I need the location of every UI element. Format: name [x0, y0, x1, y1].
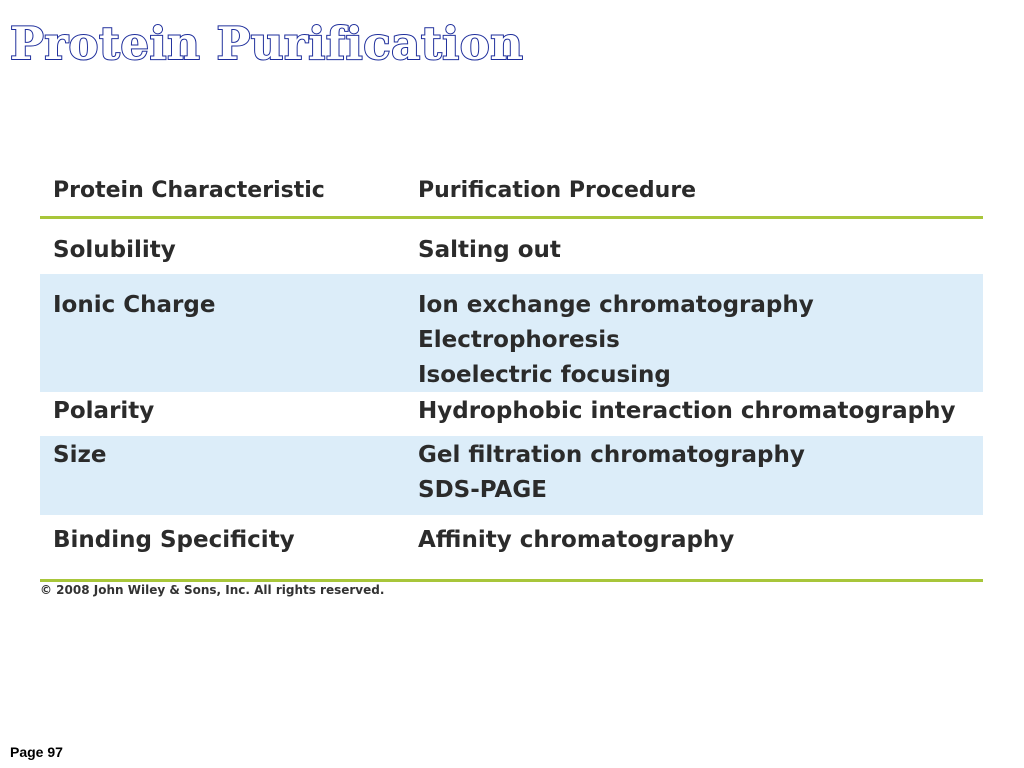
procedure-cell — [416, 288, 983, 386]
header-procedure: Purification Procedure — [418, 177, 697, 203]
procedure-cell — [416, 523, 983, 567]
procedure-item: Salting out — [418, 237, 561, 263]
characteristic-cell: Binding Specificity — [53, 527, 295, 553]
procedure-item: Hydrophobic interaction chromatography — [418, 398, 956, 424]
purification-table — [40, 164, 983, 582]
table-row — [40, 274, 983, 392]
characteristic-cell: Ionic Charge — [53, 292, 216, 318]
table-row — [40, 515, 983, 573]
table-row — [40, 436, 983, 515]
procedure-item: Gel filtration chromatography — [418, 442, 805, 468]
characteristic-cell: Solubility — [53, 237, 176, 263]
page-number: Page 97 — [10, 744, 63, 760]
procedure-cell — [416, 394, 983, 430]
copyright-notice: © 2008 John Wiley & Sons, Inc. All rights reserved. — [40, 583, 385, 597]
procedure-item: SDS-PAGE — [418, 477, 547, 503]
procedure-item: Ion exchange chromatography — [418, 292, 814, 318]
slide-title: Protein Purification — [10, 17, 524, 70]
header-characteristic: Protein Characteristic — [53, 177, 325, 203]
procedure-item: Isoelectric focusing — [418, 362, 671, 388]
table-header-row — [40, 164, 983, 219]
characteristic-cell: Size — [53, 442, 107, 468]
procedure-cell — [416, 438, 983, 509]
procedure-item: Electrophoresis — [418, 327, 620, 353]
table-bottom-rule — [40, 579, 983, 582]
procedure-item: Affinity chromatography — [418, 527, 735, 553]
table-row — [40, 392, 983, 436]
procedure-cell — [416, 233, 983, 268]
characteristic-cell: Polarity — [53, 398, 155, 424]
table-row — [40, 219, 983, 274]
